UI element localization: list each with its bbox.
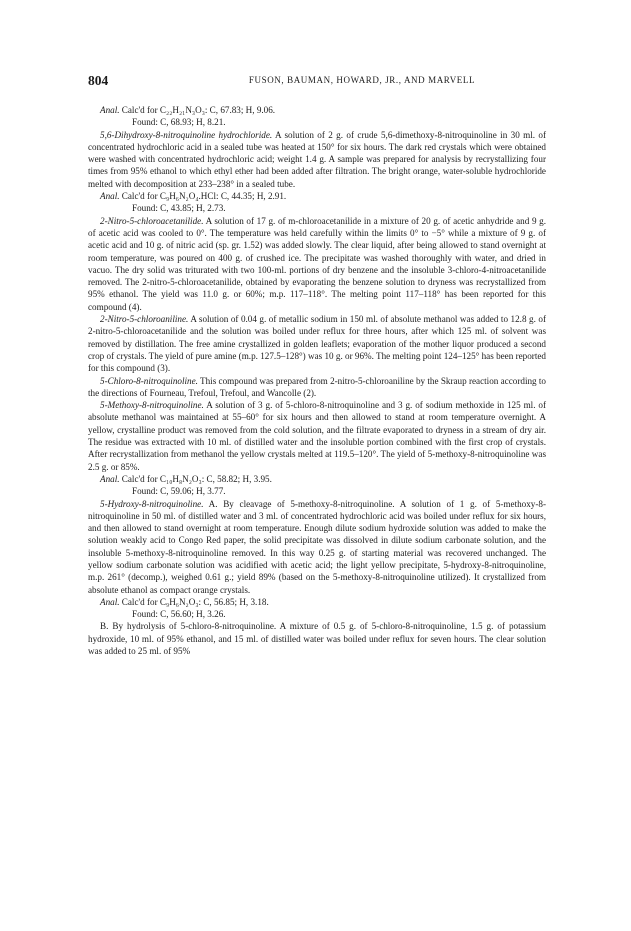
running-head: FUSON, BAUMAN, HOWARD, JR., AND MARVELL — [248, 75, 476, 85]
procedure-paragraph: 2-Nitro-5-chloroacetanilide. A solution of 17 g. of m-chloroacetanilide in a mixture of 20 g. of acetic anhydride and 9 g. of acetic acid was cooled to 0°. The temperature was held carefully within the limits 0° to −5° while a mixture of 9 g. of acetic acid and 10 g. of nitric acid (sp. gr. 1.52) was added slowly. The clear liquid, after being allowed to stand overnight at room temperature, was poured on 400 g. of crushed ice. The precipitate was washed thoroughly with water, and dried in vacuo. The dry solid was triturated with two 100-ml. portions of dry benzene and the insoluble 3-chloro-4-nitroacetanilide removed. The 2-nitro-5-chloroacetanilide, obtained by evaporating the benzene solution to dryness was recrystallized from 95% ethanol. The yield was 11.0 g. or 60%; m.p. 117–118°. The melting point 117–118° has been reported for this compound (4). — [88, 215, 547, 312]
procedure-paragraph: 5-Hydroxy-8-nitroquinoline. A. By cleavage of 5-methoxy-8-nitroquinoline. A solution of 1 g. of 5-methoxy-8-nitroquinoline in 50 ml. of distilled water and 3 ml. of concentrated hydrochloric acid was boiled under reflux for six hours, and then allowed to stand overnight at room temperature. Enough dilute sodium hydroxide solution was added to make the solution weakly acid to Congo Red paper, the solid precipitate was dissolved in dilute sodium carbonate solution, and the insoluble 5-methoxy-8-nitroquinoline removed. In this way 0.25 g. of starting material was recovered unchanged. The yellow sodium carbonate solution was acidified with acetic acid; the light yellow precipitate, 5-hydroxy-8-nitroquinoline, m.p. 261° (decomp.), weighed 0.61 g.; yield 89% (based on the 5-methoxy-8-nitroquinoline utilized). It crystallized from absolute ethanol as compact orange crystals. — [88, 498, 546, 595]
analysis-line: Anal. Calc'd for C₂₂H₂₁N₃O₃: C, 67.83; H, 9.06. — [100, 105, 276, 115]
analysis-line: Anal. Calc'd for C₁₀H₈N₂O₃: C, 58.82; H, 3.95. — [100, 473, 272, 484]
found-line: Found: C, 56.60; H, 3.26. — [132, 609, 226, 620]
page-number: 804 — [88, 73, 109, 88]
procedure-paragraph: 5-Chloro-8-nitroquinoline. This compound was prepared from 2-nitro-5-chloroaniline by the Skraup reaction according to the directions of Fourneau, Trefoul, Trefoul, and Wancolle (2). — [88, 375, 546, 398]
found-line: Found: C, 68.93; H, 8.21. — [132, 117, 226, 128]
procedure-title: 5-Hydroxy-8-nitroquinoline. — [100, 498, 204, 509]
procedure-paragraph: B. By hydrolysis of 5-chloro-8-nitroquinoline. A mixture of 0.5 g. of 5-chloro-8-nitroquinoline, 1.5 g. of potassium hydroxide, 10 ml. of 95% ethanol, and 15 ml. of distilled water was boiled under reflux for seven hours. The clear solution was added to 25 ml. of 95% — [88, 621, 546, 657]
analysis-line: Anal. Calc'd for C₉H₆N₂O₄.HCl: C, 44.35; H, 2.91. — [100, 191, 287, 202]
procedure-title: 5-Methoxy-8-nitroquinoline. — [100, 400, 204, 411]
analysis-line: Anal. Calc'd for C₉H₆N₂O₃: C, 56.85; H, 3.18. — [100, 596, 269, 607]
procedure-paragraph: 5,6-Dihydroxy-8-nitroquinoline hydrochloride. A solution of 2 g. of crude 5,6-dimethoxy-8-nitroquinoline in 30 ml. of concentrated hydrochloric acid in a sealed tube was heated at 150° for six hours. The dark red crystals which were obtained were washed with concentrated hydrochloric acid; weight 1.4 g. A sample was prepared for analysis by recrystallizing four times from 95% ethanol to which ethyl ether had been added after filtration. The bright orange, water-soluble hydrochloride melted with decomposition at 233–238° in a sealed tube. — [88, 129, 547, 189]
procedure-title: 5-Chloro-8-nitroquinoline. — [100, 375, 198, 386]
procedure-paragraph: 2-Nitro-5-chloroaniline. A solution of 0.04 g. of metallic sodium in 150 ml. of absolute methanol was added to 12.8 g. of 2-nitro-5-chloroacetanilide and the solution was boiled under reflux for three hours, after which 125 ml. of solvent was removed by distillation. The free amine crystallized in golden leaflets; evaporation of the mother liquor produced a second crop of crystals. The yield of pure amine (m.p. 127.5–128°) was 10 g. or 96%. The melting point 124–125° has been reported for this compound (3). — [88, 314, 546, 374]
procedure-title: 2-Nitro-5-chloroacetanilide. — [100, 215, 204, 226]
procedure-title: 5,6-Dihydroxy-8-nitroquinoline hydrochloride. — [100, 129, 273, 140]
page-header — [88, 73, 546, 89]
found-line: Found: C, 43.85; H, 2.73. — [132, 203, 226, 214]
article-body — [88, 104, 546, 657]
procedure-paragraph: 5-Methoxy-8-nitroquinoline. A solution of 3 g. of 5-chloro-8-nitroquinoline and 3 g. of sodium methoxide in 125 ml. of absolute methanol was maintained at 55–60° for six hours and then allowed to stand at room temperature overnight. A yellow, crystalline product was removed from the cold solution, and the filtrate evaporated to dryness in a stream of dry air. The residue was extracted with 10 ml. of distilled water and the insoluble portion combined with the first crop of crystals. After recrystallization from methanol the yellow crystals melted at 119.5–120°. The yield of 5-methoxy-8-nitroquinoline was 2.5 g. or 85%. — [88, 400, 546, 472]
procedure-title: 2-Nitro-5-chloroaniline. — [100, 314, 189, 325]
found-line: Found: C, 59.06; H, 3.77. — [132, 486, 226, 497]
